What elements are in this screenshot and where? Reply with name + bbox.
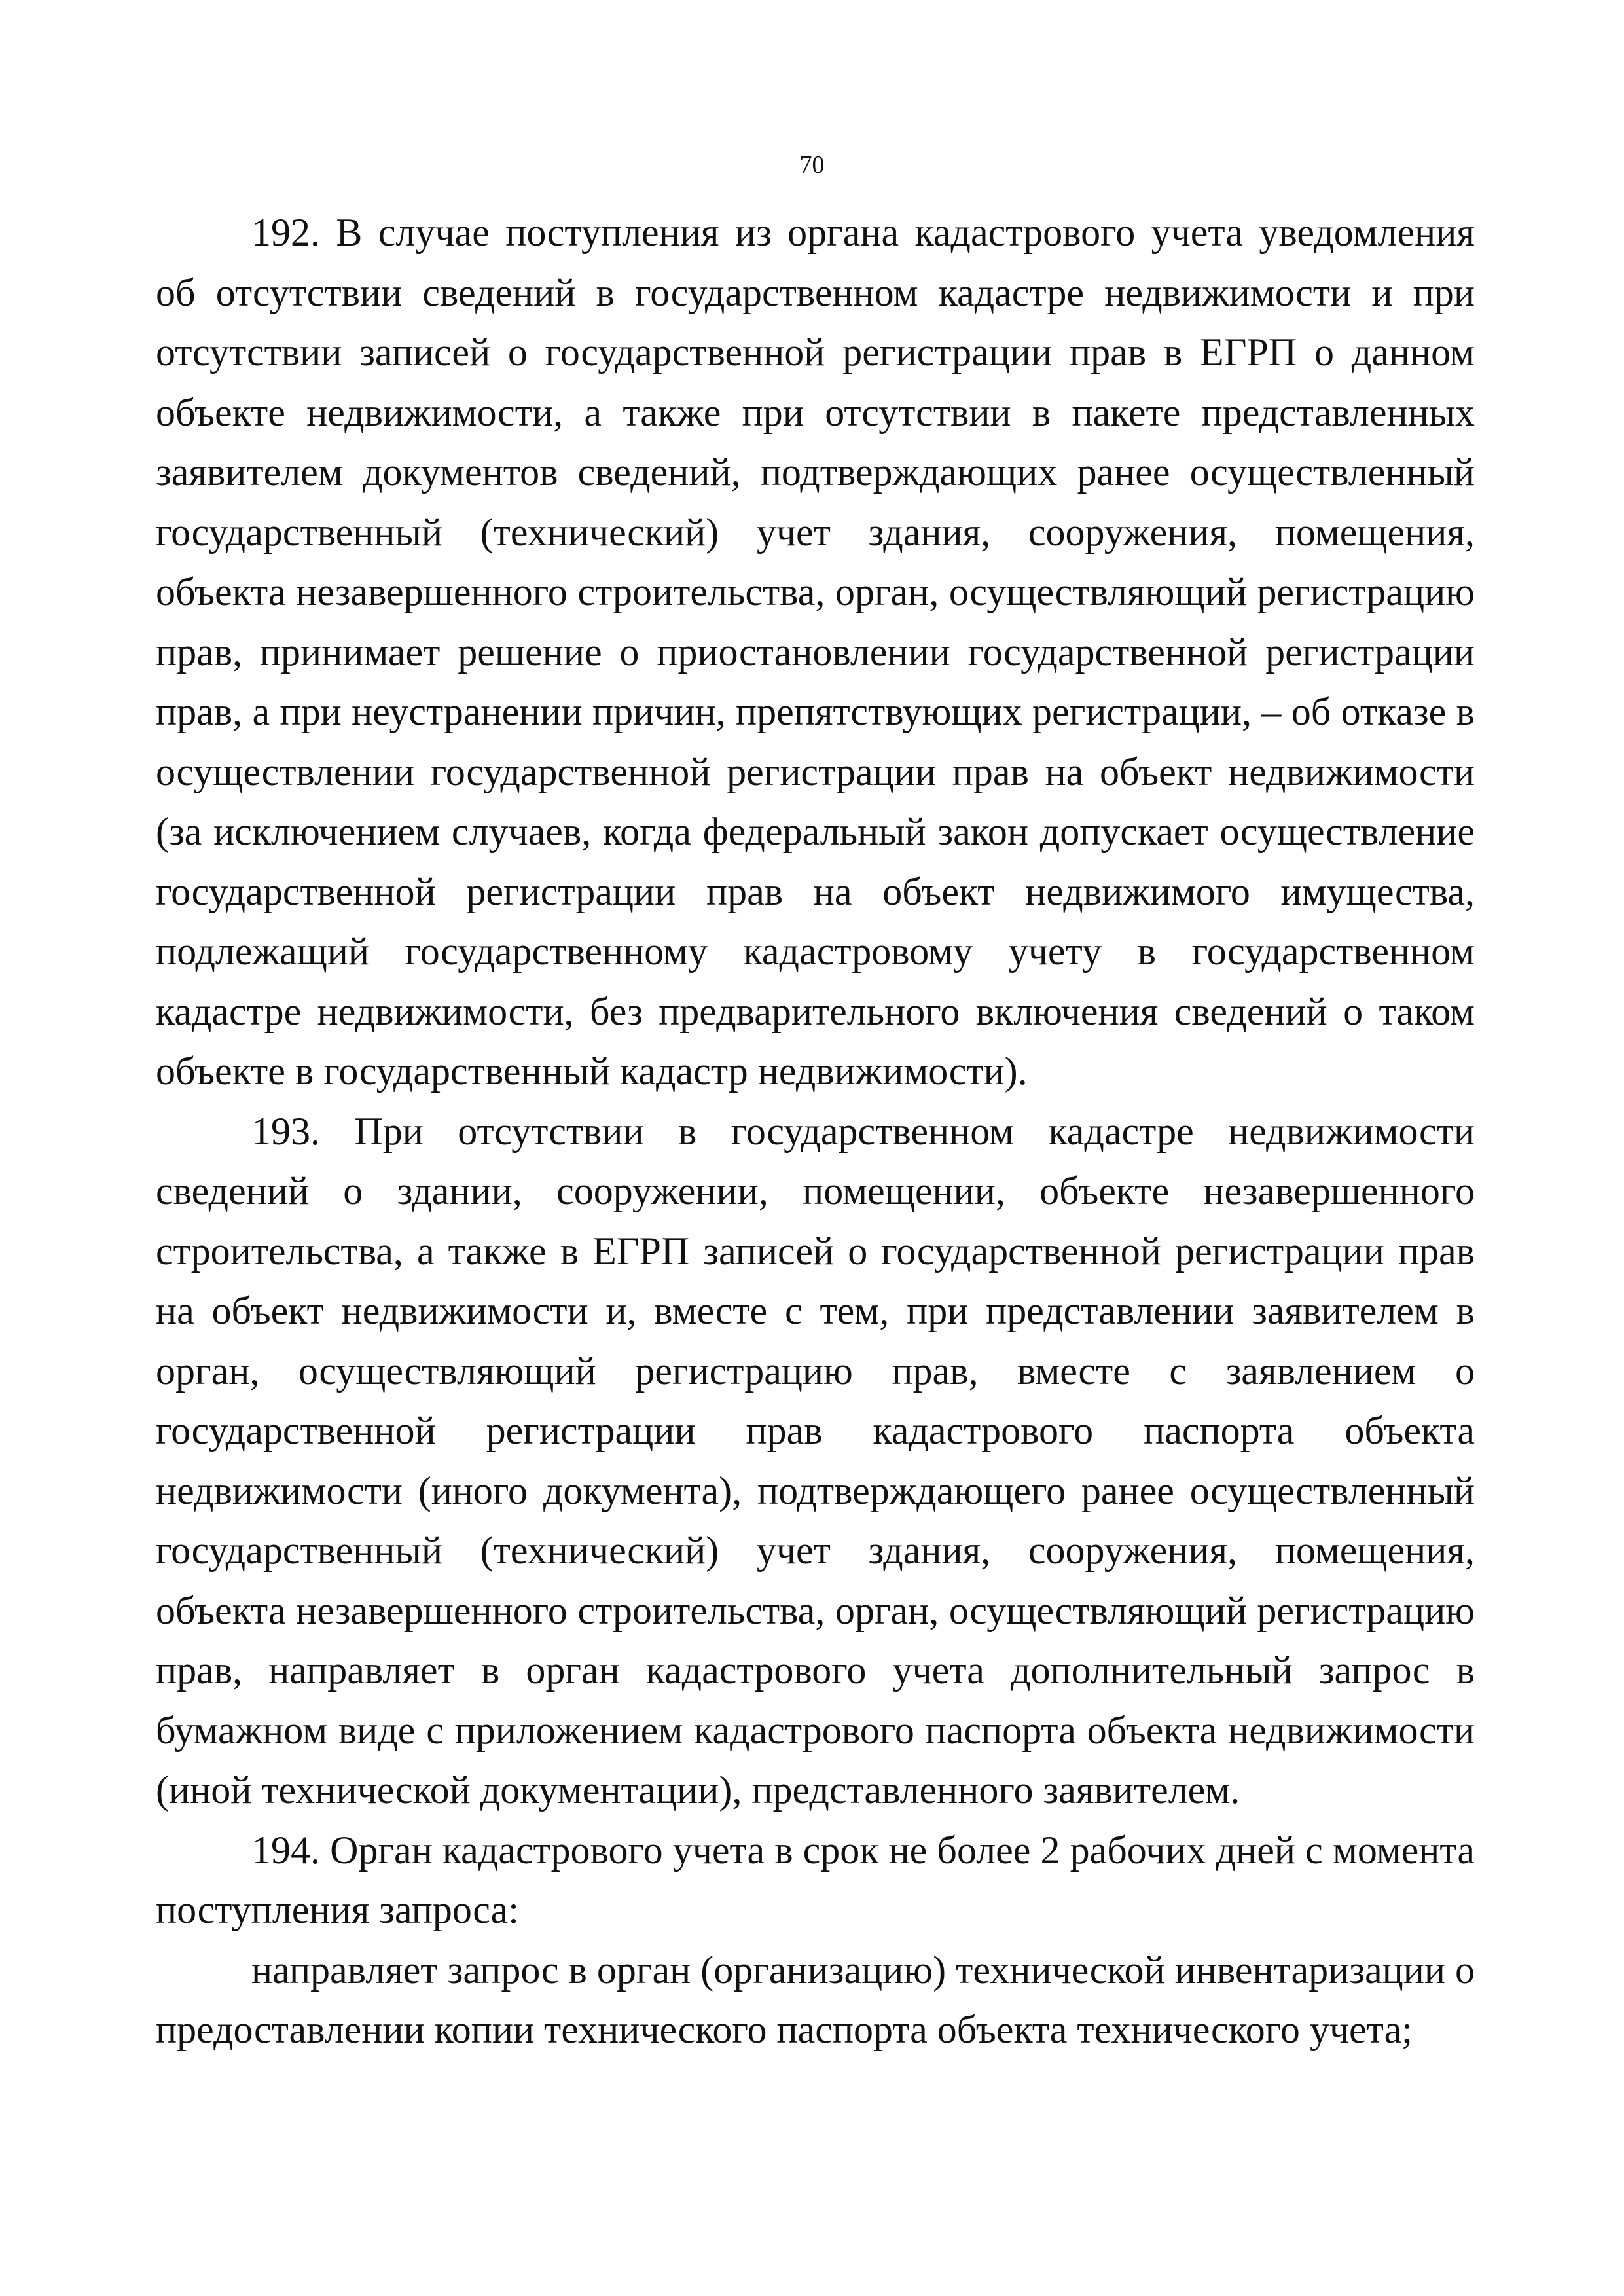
paragraph-193: 193. При отсутствии в государственном кадастре недвижимости сведений о здании, сооружении, помещении, объекте незавершенного строительства, а также в ЕГРП записей о государственной регистрации прав на объект недвижимости и, вместе с тем, при представлении заявителем в орган, осуществляющий регистрацию прав, вместе с заявлением о государственной регистрации прав кадастрового паспорта объекта недвижимости (иного документа), подтверждающего ранее осуществленный государственный (технический) учет здания, сооружения, помещения, объекта незавершенного строительства, орган, осуществляющий регистрацию прав, направляет в орган кадастрового учета дополнительный запрос в бумажном виде с приложением кадастрового паспорта объекта недвижимости (иной технической документации), представленного заявителем. <box>156 1109 1475 1812</box>
paragraph-192: 192. В случае поступления из органа кадастрового учета уведомления об отсутствии сведений в государственном кадастре недвижимости и при отсутствии записей о государственной регистрации прав в ЕГРП о данном объекте недвижимости, а также при отсутствии в пакете представленных заявителем документов сведений, подтверждающих ранее осуществленный государственный (технический) учет здания, сооружения, помещения, объекта незавершенного строительства, орган, осуществляющий регистрацию прав, принимает решение о приостановлении государственной регистрации прав, а при неустранении причин, препятствующих регистрации, – об отказе в осуществлении государственной регистрации прав на объект недвижимости (за исключением случаев, когда федеральный закон допускает осуществление государственной регистрации прав на объект недвижимого имущества, подлежащий государственному кадастровому учету в государственном кадастре недвижимости, без предварительного включения сведений о таком объекте в государственный кадастр недвижимости). <box>156 211 1475 1093</box>
page-number: 70 <box>799 151 825 179</box>
document-body <box>156 203 1475 2060</box>
paragraph-194: 194. Орган кадастрового учета в срок не более 2 рабочих дней с момента поступления запроса: <box>156 1828 1475 1931</box>
paragraph-194-item: направляет запрос в орган (организацию) технической инвентаризации о предоставлении копии технического паспорта объекта технического учета; <box>156 1948 1475 2051</box>
